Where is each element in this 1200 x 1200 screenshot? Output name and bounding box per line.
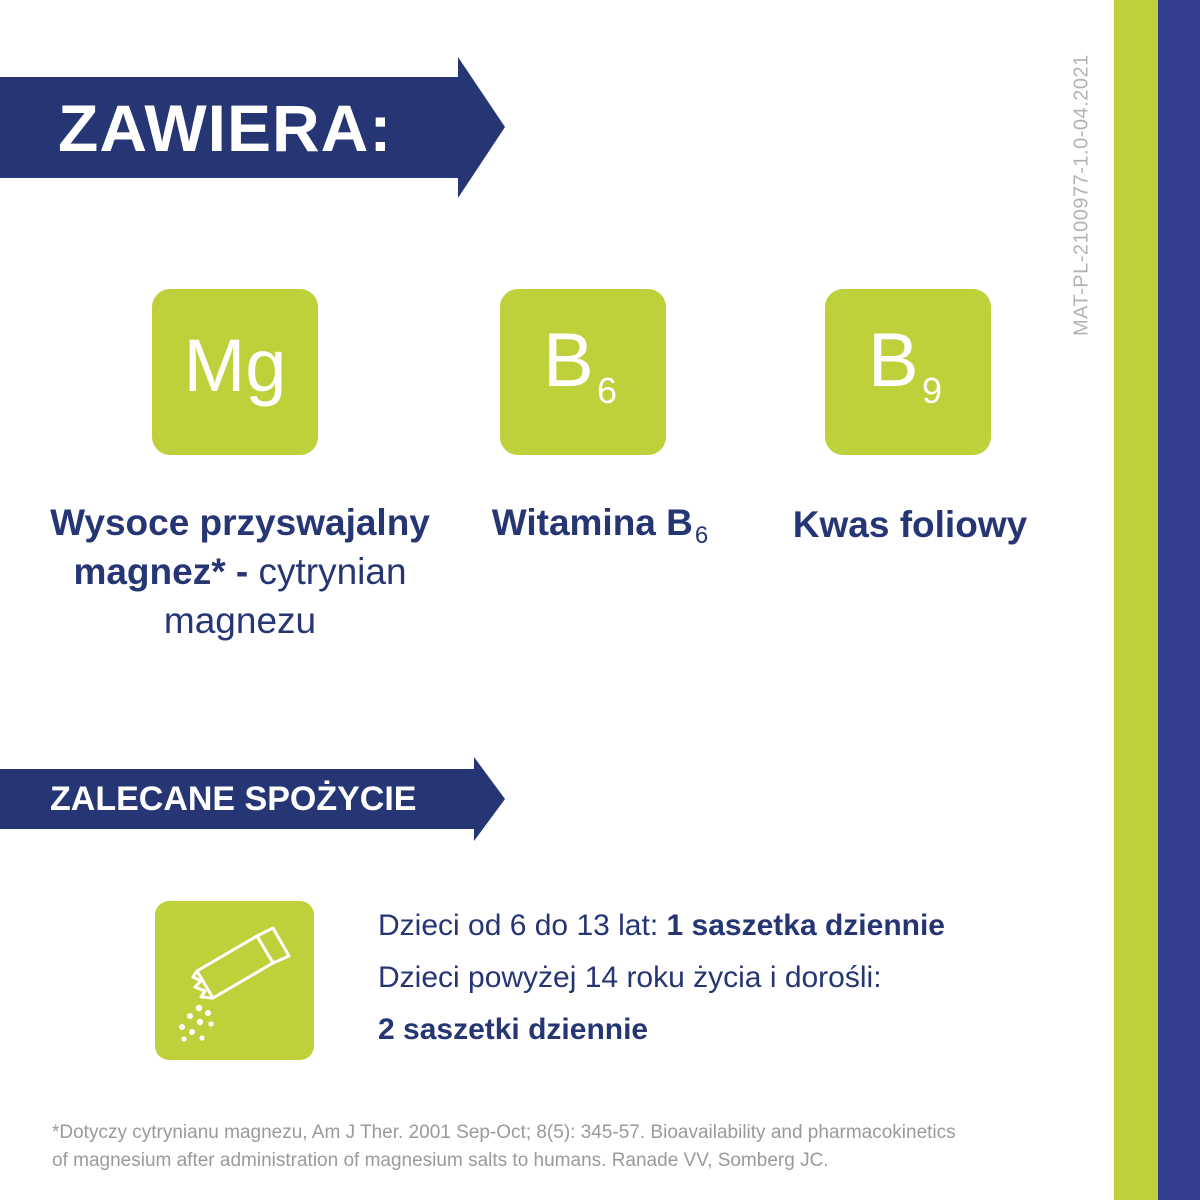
magnesium-symbol: Mg	[183, 324, 287, 407]
dosage-children-label: Dzieci od 6 do 13 lat:	[378, 909, 667, 942]
vitamin-b6-caption-subscript: 6	[694, 522, 709, 549]
vitamin-b6-caption-text: Witamina B	[491, 502, 693, 543]
magnesium-caption-bold: Wysoce przyswajalny magnez* -	[50, 502, 430, 592]
magnesium-tile	[152, 289, 318, 455]
contains-heading: ZAWIERA:	[58, 90, 393, 165]
dosage-adults-amount: 2 saszetki dziennie	[378, 1013, 649, 1046]
vitamin-b6-subscript: 6	[597, 370, 618, 411]
dosage-adults-label: Dzieci powyżej 14 roku życia i dorośli:	[378, 961, 882, 994]
footnote-line-2: of magnesium after administration of magnesium salts to humans. Ranade VV, Somberg JC.	[52, 1150, 829, 1171]
contains-banner	[0, 57, 505, 198]
vitamin-b6-symbol: B	[543, 318, 594, 403]
footnote	[52, 1119, 1052, 1175]
decorative-stripe-green	[1114, 0, 1158, 1200]
magnesium-caption-light: cytrynian magnezu	[163, 551, 407, 641]
dosage-banner	[0, 757, 505, 841]
folic-acid-caption	[790, 500, 1030, 549]
sachet-pour-icon	[155, 901, 314, 1060]
vitamin-b9-tile	[825, 289, 991, 455]
vitamin-b9-subscript: 9	[922, 370, 943, 411]
vitamin-b6-tile	[500, 289, 666, 455]
sachet-tile	[155, 901, 314, 1060]
dosage-heading: ZALECANE SPOŻYCIE	[50, 779, 417, 818]
vitamin-b6-caption	[450, 498, 750, 552]
dosage-line-children	[378, 900, 945, 952]
material-code: MAT-PL-2100977-1.0-04.2021	[1070, 54, 1093, 336]
vitamin-b9-symbol: B	[868, 318, 919, 403]
magnesium-caption	[40, 498, 440, 645]
decorative-stripe-navy	[1158, 0, 1200, 1200]
dosage-text	[378, 900, 945, 1056]
folic-acid-caption-text: Kwas foliowy	[792, 504, 1028, 545]
dosage-children-amount: 1 saszetka dziennie	[666, 909, 945, 942]
footnote-line-1: *Dotyczy cytrynianu magnezu, Am J Ther. 2001 Sep-Oct; 8(5): 345-57. Bioavailability and pharmacokinetics	[52, 1122, 956, 1143]
